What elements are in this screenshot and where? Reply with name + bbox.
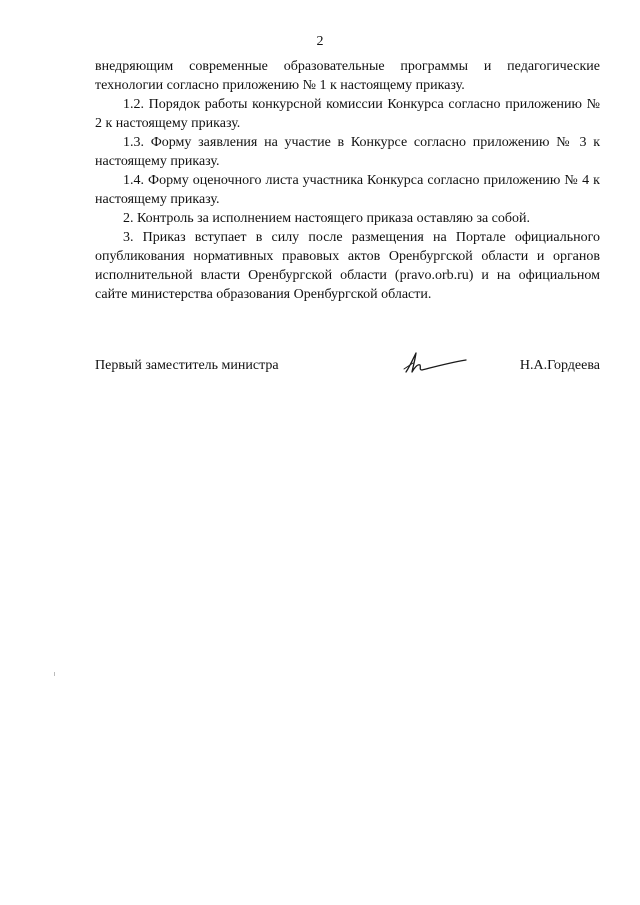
paragraph-1-3: 1.3. Форму заявления на участие в Конкурсе согласно приложению № 3 к настоящему приказу. bbox=[95, 135, 600, 169]
paragraph-2: 2. Контроль за исполнением настоящего приказа оставляю за собой. bbox=[123, 211, 531, 226]
scan-mark bbox=[54, 672, 55, 676]
page-number: 2 bbox=[316, 34, 324, 49]
paragraph-continuation: внедряющим современные образовательные программы и педагогические технологии согласно приложению № 1 к настоящему приказу. bbox=[95, 59, 600, 93]
document-body bbox=[95, 57, 600, 304]
signature-block bbox=[95, 356, 600, 380]
signatory-name: Н.А.Гордеева bbox=[519, 358, 600, 373]
signatory-position: Первый заместитель министра bbox=[95, 358, 279, 373]
paragraph-3: 3. Приказ вступает в силу после размещения на Портале официального опубликования нормативных правовых актов Оренбургской области и органов исполнительной власти Оренбургской области (pravo.orb.ru) и на официальном сайте министерства образования Оренбургской области. bbox=[95, 230, 600, 302]
handwritten-signature bbox=[400, 350, 470, 376]
paragraph-1-4: 1.4. Форму оценочного листа участника Конкурса согласно приложению № 4 к настоящему приказу. bbox=[95, 173, 600, 207]
paragraph-1-2: 1.2. Порядок работы конкурсной комиссии Конкурса согласно приложению № 2 к настоящему приказу. bbox=[95, 97, 600, 131]
